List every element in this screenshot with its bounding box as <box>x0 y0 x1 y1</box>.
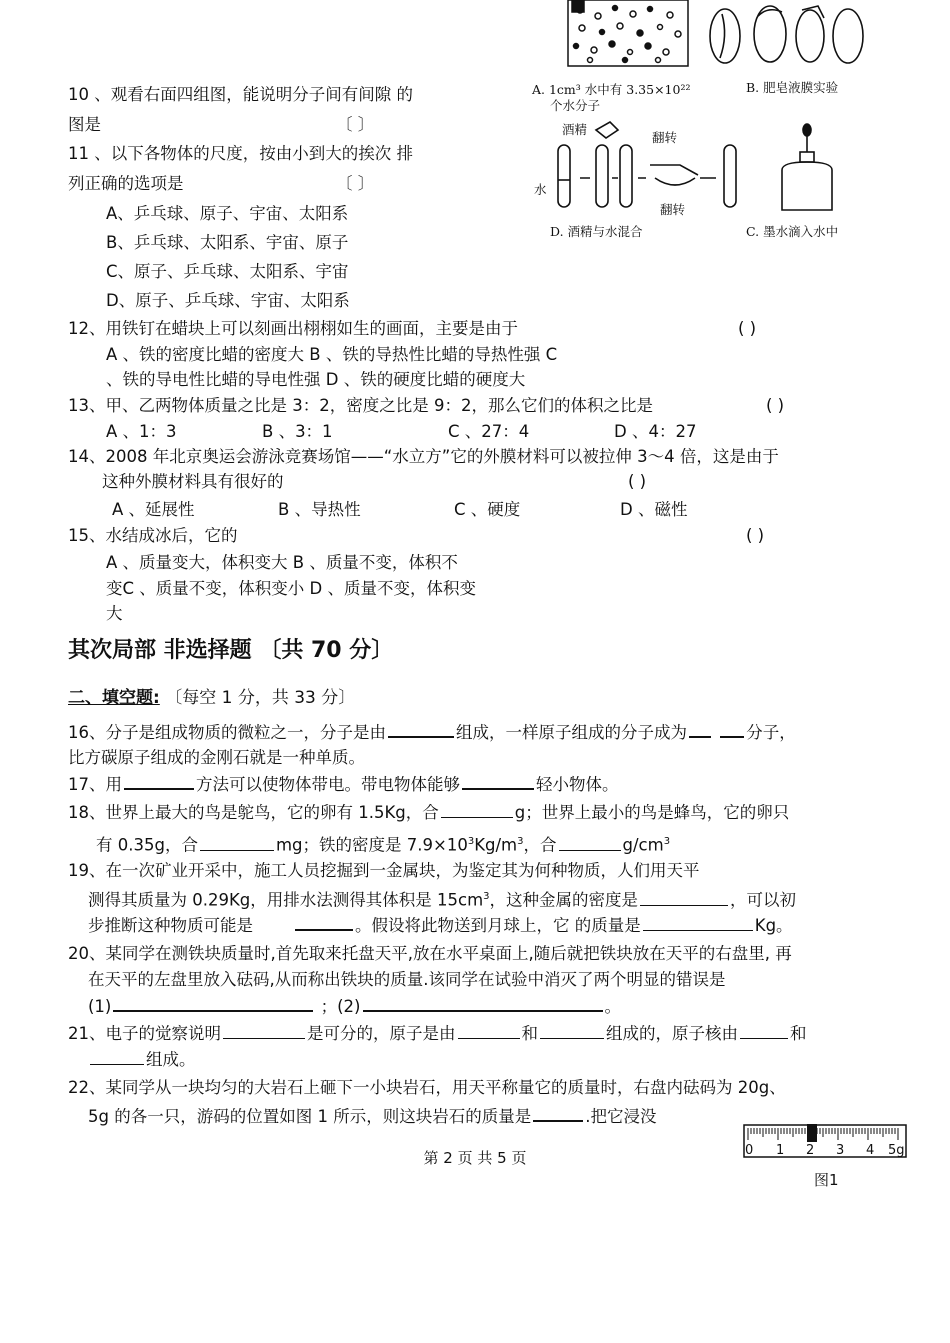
q20-line2: 在天平的左盘里放入砝码,从而称出铁块的质量.该同学在试验中消灭了两个明显的错误是 <box>88 970 726 989</box>
q18-text-c: 有 0.35g，合 <box>96 835 198 855</box>
q12-line3: 、铁的导电性比蜡的导电性强 D 、铁的硬度比蜡的硬度大 <box>106 370 526 389</box>
page-footer: 第 2 页 共 5 页 <box>423 1149 527 1167</box>
ruler-label-1: 1 <box>776 1143 785 1158</box>
q16-blank-2[interactable] <box>689 721 711 738</box>
q19-text-e: 。假设将此物送到月球上，它 的质量是 <box>355 916 641 935</box>
q20-text-c: 。 <box>604 997 621 1016</box>
q12-stem: 12、用铁钉在蜡块上可以刻画出栩栩如生的画面，主要是由于 <box>68 319 518 338</box>
q10-bracket: 〔 〕 <box>336 115 375 134</box>
q21-text-d: 组成的，原子核由 <box>606 1024 738 1043</box>
q17-text-a: 17、用 <box>68 775 122 794</box>
fill-heading: 二、填空题: <box>68 688 160 708</box>
q21-line2 <box>88 1049 196 1071</box>
q22-line2 <box>88 1105 656 1128</box>
q19-line2 <box>88 886 796 912</box>
q15-line3: 变C 、质量不变，体积变小 D 、质量不变，体积变 <box>106 579 476 598</box>
q14-option-a: A 、延展性 <box>112 500 195 519</box>
q13-option-a: A 、1：3 <box>106 422 177 441</box>
q18-text-b: g；世界上最小的鸟是蜂鸟，它的卵只 <box>514 803 790 822</box>
q20-line3 <box>88 995 621 1018</box>
q12-bracket: ( ) <box>738 319 757 338</box>
q18-text-f: ，合 <box>523 835 557 855</box>
q14-option-c: C 、硬度 <box>454 500 521 519</box>
section2-title: 其次局部 非选择题 〔共 70 分〕 <box>68 638 394 663</box>
q16-blank-1[interactable] <box>388 721 454 738</box>
q13-option-b: B 、3：1 <box>262 422 333 441</box>
q16-blank-3[interactable] <box>720 721 744 738</box>
q21-text-b: 是可分的，原子是由 <box>307 1024 456 1043</box>
q17-text-b: 方法可以使物体带电。带电物体能够 <box>196 775 460 794</box>
q21-blank-1[interactable] <box>223 1023 305 1039</box>
q18-blank-1[interactable] <box>441 802 513 818</box>
q18-text-g: g/cm <box>622 835 664 855</box>
q13-stem: 13、甲、乙两物体质量之比是 3：2，密度之比是 9：2，那么它们的体积之比是 <box>68 396 653 415</box>
q14-bracket: ( ) <box>628 472 647 491</box>
q21-blank-4[interactable] <box>740 1023 788 1039</box>
q21-text-c: 和 <box>521 1024 538 1043</box>
q19-line3 <box>88 914 793 937</box>
q19-line1: 19、在一次矿业开采中，施工人员挖掘到一金属块，为鉴定其为何种物质，人们用天平 <box>68 861 700 880</box>
q16-text-a: 16、分子是组成物质的微粒之一，分子是由 <box>68 723 386 742</box>
q20-blank-1[interactable] <box>113 995 313 1012</box>
label-flip-bottom: 翻转 <box>660 202 686 217</box>
fill-note: 〔每空 1 分，共 33 分〕 <box>159 688 356 708</box>
q17-line <box>68 773 619 796</box>
q10-line1: 10 、观看右面四组图，能说明分子间有间隙 的 <box>68 85 413 104</box>
q18-sup-3: 3 <box>663 836 671 847</box>
q11-bracket: 〔 〕 <box>336 174 375 193</box>
q14-line2: 这种外膜材料具有很好的 <box>102 472 284 491</box>
label-flip-top: 翻转 <box>652 130 678 145</box>
molecule-experiments-figure <box>510 0 890 258</box>
q17-blank-2[interactable] <box>462 773 534 790</box>
q13-option-c: C 、27：4 <box>448 422 530 441</box>
q18-blank-3[interactable] <box>559 835 621 851</box>
q11-line2-text: 列正确的选项是 <box>68 174 184 193</box>
label-alcohol: 酒精 <box>562 122 588 137</box>
q15-line2: A 、质量变大，体积变大 B 、质量不变，体积不 <box>106 553 458 572</box>
q19-blank-1[interactable] <box>640 890 728 906</box>
caption-b: B. 肥皂液膜实验 <box>746 80 839 95</box>
q18-blank-2[interactable] <box>200 835 274 851</box>
q18-text-d: mg；铁的密度是 7.9×10 <box>275 835 468 855</box>
q19-text-d: 步推断这种物质可能是 <box>88 916 253 935</box>
q19-blank-3[interactable] <box>643 915 753 931</box>
caption-c: C. 墨水滴入水中 <box>746 224 839 239</box>
q22-text-a: 5g 的各一只，游码的位置如图 1 所示，则这块岩石的质量是 <box>88 1107 532 1126</box>
q14-option-b: B 、导热性 <box>278 500 361 519</box>
ink-bottle <box>782 124 832 210</box>
q19-text-c: ，可以初 <box>730 890 797 910</box>
q11-option-c: C、原子、乒乓球、太阳系、宇宙 <box>106 262 349 281</box>
fill-heading-row <box>68 683 355 708</box>
q16-text-b: 组成，一样原子组成的分子成为 <box>456 723 687 742</box>
q18-line1 <box>68 802 789 824</box>
q15-bracket: ( ) <box>746 526 765 545</box>
water-molecules-box <box>568 0 688 66</box>
q20-text-a: (1) <box>88 997 112 1016</box>
q16-line2: 比方碳原子组成的金刚石就是一种单质。 <box>68 748 365 767</box>
q21-blank-3[interactable] <box>540 1023 604 1039</box>
ruler-label-2: 2 <box>806 1143 815 1158</box>
ruler-label-4: 4 <box>866 1143 875 1158</box>
q10-line2 <box>68 114 375 136</box>
q14-option-d: D 、磁性 <box>620 500 688 519</box>
label-water: 水 <box>534 182 547 197</box>
q12-line2: A 、铁的密度比蜡的密度大 B 、铁的导热性比蜡的导热性强 C <box>106 345 558 364</box>
q11-line1: 11 、以下各物体的尺度，按由小到大的挨次 排 <box>68 144 413 163</box>
q14-line1: 14、2008 年北京奥运会游泳竞赛场馆——“水立方”它的外膜材料可以被拉伸 3～4 倍，这是由于 <box>68 447 779 466</box>
caption-a-line1: A. 1cm³ 水中有 3.35×10²² <box>532 82 691 97</box>
q18-sup-2: 3 <box>517 836 524 847</box>
q17-blank-1[interactable] <box>124 773 194 790</box>
q18-sup-1: 3 <box>467 836 475 847</box>
q15-line4: 大 <box>106 604 123 623</box>
q21-line1 <box>68 1023 807 1045</box>
q22-line1: 22、某同学从一块均匀的大岩石上砸下一小块岩石，用天平称量它的质量时，右盘内砝码为 20g、 <box>68 1078 786 1097</box>
ruler-label-0: 0 <box>745 1143 754 1158</box>
q19-text-f: Kg。 <box>754 916 793 935</box>
q19-sup: 3 <box>483 891 490 902</box>
q21-text-a: 21、电子的觉察说明 <box>68 1024 221 1043</box>
q11-option-b: B、乒乓球、太阳系、宇宙、原子 <box>106 233 349 252</box>
q21-blank-5[interactable] <box>90 1049 144 1065</box>
ruler-label-3: 3 <box>836 1143 845 1158</box>
q15-stem: 15、水结成冰后，它的 <box>68 526 238 545</box>
q20-blank-2[interactable] <box>363 995 603 1012</box>
q18-line2 <box>96 831 670 857</box>
q19-blank-2[interactable] <box>295 914 353 931</box>
q13-option-d: D 、4：27 <box>614 422 697 441</box>
q21-text-f: 组成。 <box>146 1050 196 1069</box>
caption-d: D. 酒精与水混合 <box>550 224 643 239</box>
q11-line2 <box>68 173 375 195</box>
ruler-caption: 图1 <box>814 1171 839 1189</box>
q20-line1: 20、某同学在测铁块质量时,首先取来托盘天平,放在水平桌面上,随后就把铁块放在天平的右盘里, 再 <box>68 944 792 963</box>
q16-line1 <box>68 721 796 744</box>
q18-text-e: Kg/m <box>474 835 518 855</box>
q20-text-b: ；(2) <box>315 997 361 1016</box>
soap-film-frames <box>710 6 863 63</box>
ruler-label-5: 5g <box>888 1143 905 1158</box>
q18-text-a: 18、世界上最大的鸟是鸵鸟，它的卵有 1.5Kg，合 <box>68 803 439 822</box>
q10-line2-text: 图是 <box>68 115 101 134</box>
q17-text-c: 轻小物体。 <box>536 775 619 794</box>
q16-text-c: 分子， <box>746 723 796 742</box>
q22-blank-1[interactable] <box>533 1105 583 1122</box>
q19-text-b: ，这种金属的密度是 <box>489 890 639 910</box>
q11-option-d: D、原子、乒乓球、宇宙、太阳系 <box>106 291 350 310</box>
q22-text-b: .把它浸没 <box>585 1107 657 1126</box>
q21-text-e: 和 <box>790 1024 807 1043</box>
q11-option-a: A、乒乓球、原子、宇宙、太阳系 <box>106 204 349 223</box>
q13-bracket: ( ) <box>766 396 785 415</box>
q19-text-a: 测得其质量为 0.29Kg，用排水法测得其体积是 15cm <box>88 890 484 910</box>
q21-blank-2[interactable] <box>458 1023 520 1039</box>
caption-a-line2: 个水分子 <box>550 98 601 113</box>
